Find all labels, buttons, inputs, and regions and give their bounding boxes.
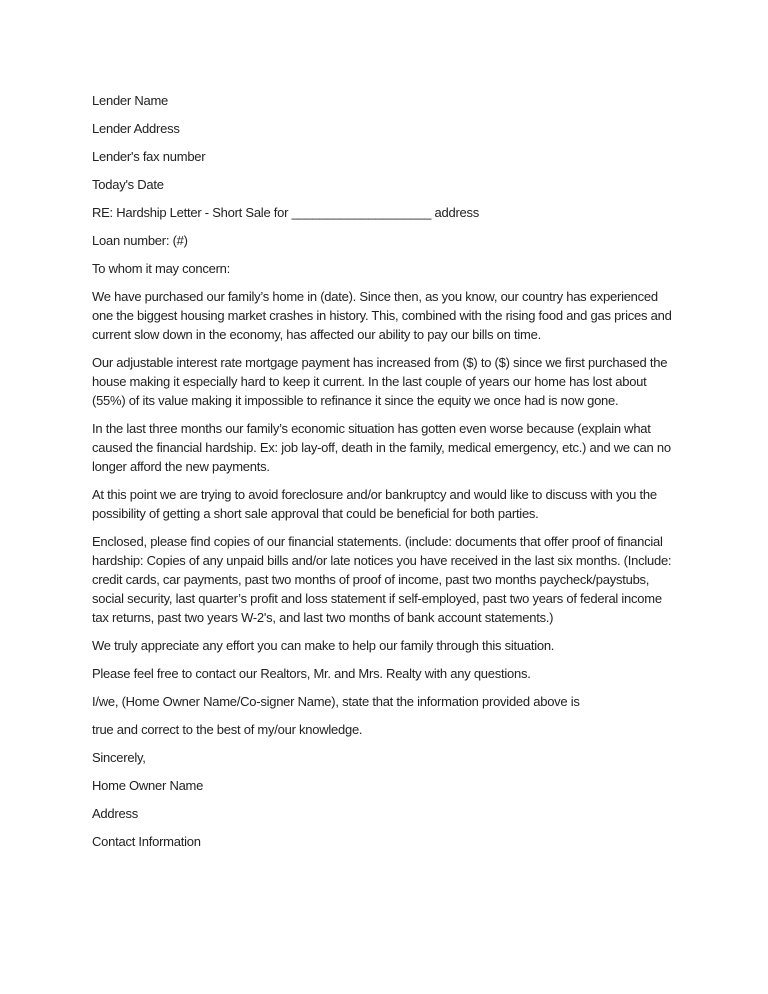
body-paragraph: true and correct to the best of my/our knowledge. — [92, 722, 363, 737]
body-paragraph: Our adjustable interest rate mortgage payment has increased from ($) to ($) since we first purchased the house making it especially hard to keep it current. In the last couple of years our home has lost about (55%) of its value making it impossible to refinance it since the equity we once had is now gone. — [92, 355, 668, 408]
signature-name-line: Home Owner Name — [92, 778, 204, 793]
re-subject-line: RE: Hardship Letter - Short Sale for ____________________ address — [92, 205, 480, 220]
body-paragraph: Please feel free to contact our Realtors, Mr. and Mrs. Realty with any questions. — [92, 666, 531, 681]
date-line: Today's Date — [92, 177, 164, 192]
hardship-letter — [92, 91, 680, 860]
body-paragraph: We truly appreciate any effort you can make to help our family through this situation. — [92, 638, 555, 653]
body-paragraph: We have purchased our family’s home in (date). Since then, as you know, our country has experienced one the biggest housing market crashes in history. This, combined with the rising food and gas prices and current slow down in the economy, has affected our ability to pay our bills on time. — [92, 289, 672, 342]
body-paragraph: At this point we are trying to avoid foreclosure and/or bankruptcy and would like to discuss with you the possibility of getting a short sale approval that could be beneficial for both parties. — [92, 487, 657, 521]
signature-address-line: Address — [92, 806, 138, 821]
closing-line: Sincerely, — [92, 750, 146, 765]
lender-fax-line: Lender's fax number — [92, 149, 206, 164]
salutation: To whom it may concern: — [92, 261, 231, 276]
lender-address-line: Lender Address — [92, 121, 180, 136]
loan-number-line: Loan number: (#) — [92, 233, 188, 248]
lender-name-line: Lender Name — [92, 93, 169, 108]
signature-contact-line: Contact Information — [92, 834, 201, 849]
body-paragraph: Enclosed, please find copies of our financial statements. (include: documents that offer proof of financial hardship: Copies of any unpaid bills and/or late notices you have received in the last six months. (Include: credit cards, car payments, past two months of proof of income, past two months paycheck/paystubs, social security, last quarter’s profit and loss statement if self-employed, past two years of federal income tax returns, past two years W-2's, and last two months of bank account statements.) — [92, 534, 672, 625]
body-paragraph: In the last three months our family’s economic situation has gotten even worse because (explain what caused the financial hardship. Ex: job lay-off, death in the family, medical emergency, etc.) and we can no longer afford the new payments. — [92, 421, 671, 474]
body-paragraph: I/we, (Home Owner Name/Co-signer Name), state that the information provided above is — [92, 694, 580, 709]
